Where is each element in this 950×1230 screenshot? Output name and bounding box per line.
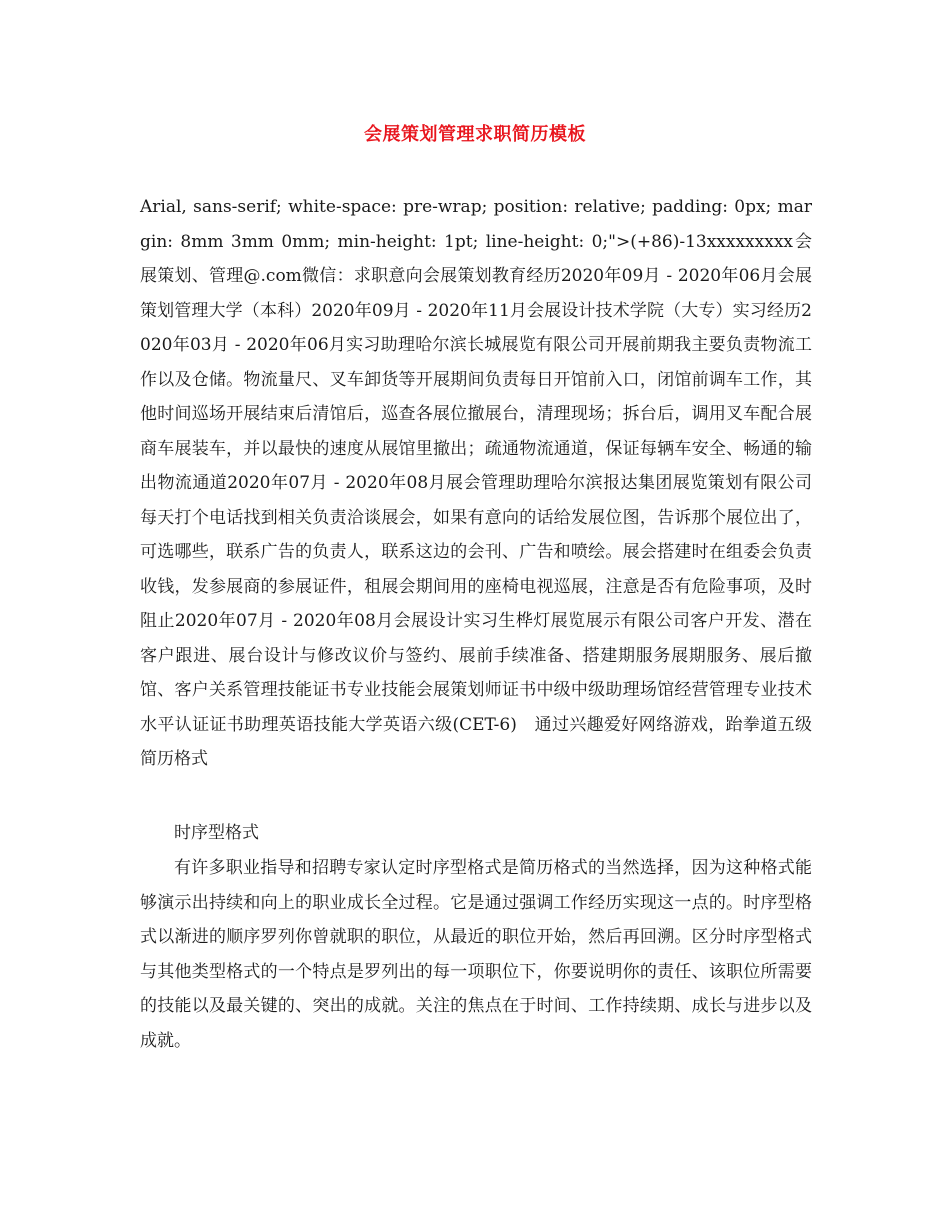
section-heading: 时序型格式 — [174, 823, 259, 843]
section-paragraph: 有许多职业指导和招聘专家认定时序型格式是简历格式的当然选择，因为这种格式能够演示出持续和向上的职业成长全过程。它是通过强调工作经历实现这一点的。时序型格式以渐进的顺序罗列你曾就职的职位，从最近的职位开始，然后再回溯。区分时序型格式与其他类型格式的一个特点是罗列出的每一项职位下，你要说明你的责任、该职位所需要的技能以及最关键的、突出的成就。关注的焦点在于时间、工作持续期、成长与进步以及成就。 — [140, 858, 812, 1051]
document-title: 会展策划管理求职简历模板 — [364, 124, 586, 145]
resume-body-text: Arial, sans-serif; white-space: pre-wrap; position: relative; padding: 0px; margin: 8mm 3mm 0mm; min-height: 1pt; line-height: 0;">(+86)-13xxxxxxxxx会展策划、管理@.com微信：求职意向会展策划教育经历2020年09月 - 2020年06月会展策划管理大学（本科）2020年09月 - 2020年11月会展设计技术学院（大专）实习经历2020年03月 - 2020年06月实习助理哈尔滨长城展览有限公司开展前期我主要负责物流工作以及仓储。物流量尺、叉车卸货等开展期间负责每日开馆前入口，闭馆前调车工作，其他时间巡场开展结束后清馆后，巡查各展位撤展台，清理现场；拆台后，调用叉车配合展商车展装车，并以最快的速度从展馆里撤出；疏通物流通道，保证每辆车安全、畅通的输出物流通道2020年07月 - 2020年08月展会管理助理哈尔滨报达集团展览策划有限公司每天打个电话找到相关负责洽谈展会，如果有意向的话给发展位图，告诉那个展位出了，可选哪些，联系广告的负责人，联系这边的会刊、广告和喷绘。展会搭建时在组委会负责收钱，发参展商的参展证件，租展会期间用的座椅电视巡展，注意是否有危险事项，及时阻止2020年07月 - 2020年08月会展设计实习生桦灯展览展示有限公司客户开发、潜在客户跟进、展台设计与修改议价与签约、展前手续准备、搭建期服务展期服务、展后撤馆、客户关系管理技能证书专业技能会展策划师证书中级中级助理场馆经营管理专业技术水平认证证书助理英语技能大学英语六级(CET-6) 通过兴趣爱好网络游戏，跆拳道五级 简历格式 — [140, 197, 846, 769]
